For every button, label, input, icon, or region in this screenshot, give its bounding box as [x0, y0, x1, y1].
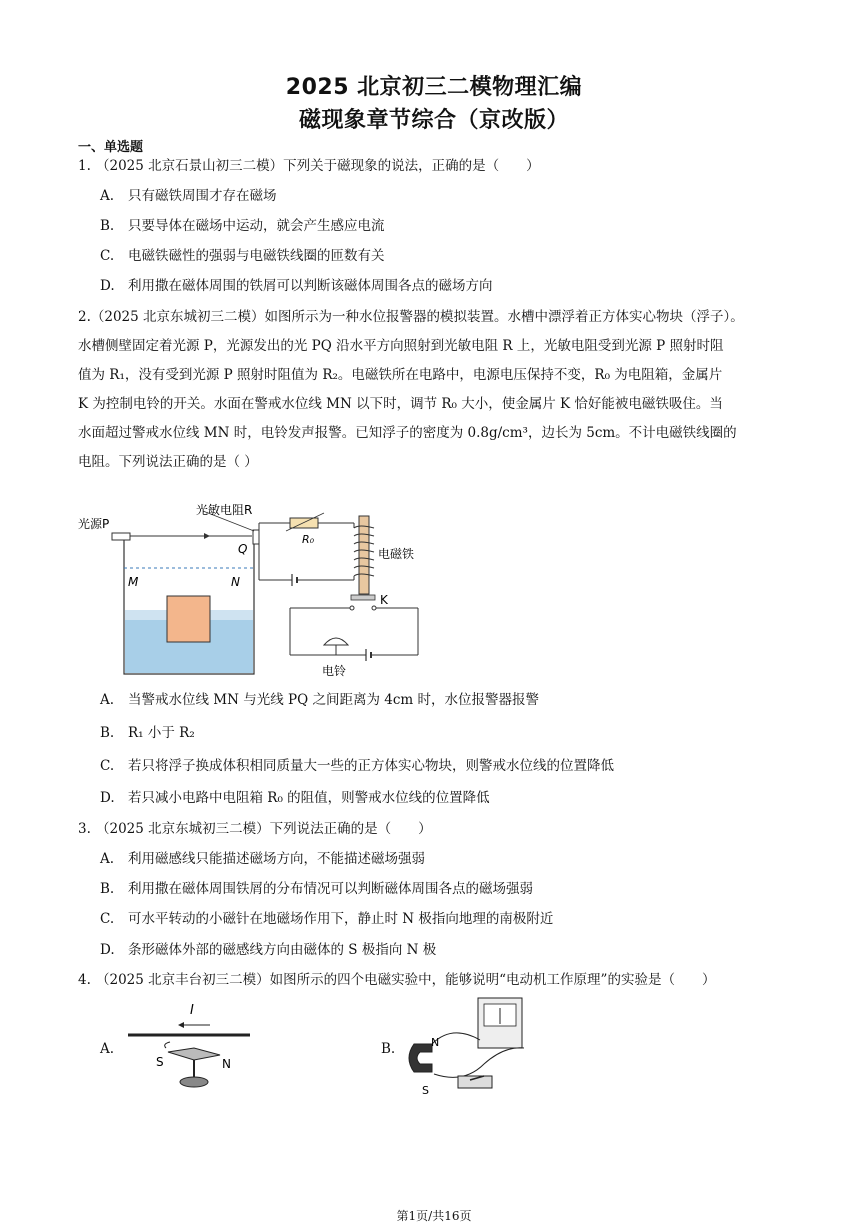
question-stem: （2025 北京丰台初三二模）如图所示的四个电磁实验中，能够说明“电动机工作原理”的实验是（ ） [96, 972, 716, 988]
resistor-box-icon [290, 518, 318, 528]
q3-option-b: B. 利用撒在磁体周围铁屑的分布情况可以判断磁体周围各点的磁场强弱 [100, 881, 533, 897]
page-title: 2025 北京初三二模物理汇编 [285, 75, 583, 100]
q1-option-b: B. 只要导体在磁场中运动，就会产生感应电流 [100, 218, 385, 234]
q2-option-b: B. R₁ 小于 R₂ [100, 725, 195, 741]
page-footer: 第1页/共16页 [396, 1209, 472, 1223]
light-source-icon [112, 533, 130, 540]
label-light-source: 光源P [78, 517, 110, 531]
induction-experiment-figure [400, 996, 535, 1100]
metal-plate-k [351, 595, 375, 600]
question-stem: （2025 北京东城初三二模）下列说法正确的是（ ） [96, 821, 432, 837]
label-r0: R₀ [302, 533, 315, 546]
label-n: N [222, 1057, 231, 1071]
compass-needle-icon [168, 1048, 220, 1060]
question-stem: （2025 北京石景山初三二模）下列关于磁现象的说法，正确的是（ ） [96, 158, 540, 174]
q1-option-c: C. 电磁铁磁性的强弱与电磁铁线圈的匝数有关 [100, 248, 385, 264]
electromagnet-icon [359, 516, 369, 594]
photoresistor-icon [253, 530, 259, 544]
q4-option-b-label: B. [381, 1041, 396, 1057]
water-alarm-diagram [78, 498, 428, 680]
q2-option-d: D. 若只减小电路中电阻箱 R₀ 的阻值，则警戒水位线的位置降低 [100, 790, 490, 806]
q2-option-c: C. 若只将浮子换成体积相同质量大一些的正方体实心物块，则警戒水位线的位置降低 [100, 758, 614, 774]
q1-option-d: D. 利用撒在磁体周围的铁屑可以判断该磁体周围各点的磁场方向 [100, 278, 493, 294]
question-2-text: 2.（2025 北京东城初三二模）如图所示为一种水位报警器的模拟装置。水槽中漂浮着正方体实心物块（浮子）。 水槽侧壁固定着光源 P，光源发出的光 PQ 沿水平方向照射到光敏电阻 R 上，光敏电阻受到光源 P 照射时阻 值为 R₁，没有受到光源 P 照射时阻值为 R₂。电磁铁所在电路中，电源电压保持不变，R₀ 为电阻箱，金属片 K 为控制电铃的开关。水面在警戒水位线 MN 以下时，调节 R₀ 大小，使金属片 K 恰好能被电磁铁吸住。当 水面超过警戒水位线 MN 时，电铃发声报警。已知浮子的密度为 0.8g/cm³，边长为 5cm。不计电磁铁线圈的 电阻。下列说法正确的是（ ） [78, 309, 744, 470]
page-subtitle: 磁现象章节综合（京改版） [298, 108, 569, 133]
oersted-experiment-figure [128, 1000, 258, 1095]
q2-option-a: A. 当警戒水位线 MN 与光线 PQ 之间距离为 4cm 时，水位报警器报警 [100, 692, 539, 708]
label-k: K [380, 593, 388, 607]
q4-option-a-label: A. [100, 1041, 115, 1057]
label-n: N [231, 575, 240, 589]
float-block [167, 596, 210, 642]
q3-option-c: C. 可水平转动的小磁针在地磁场作用下，静止时 N 极指向地理的南极附近 [100, 911, 554, 927]
question-3: 3. （2025 北京东城初三二模）下列说法正确的是（ ） [78, 821, 432, 837]
question-4: 4. （2025 北京丰台初三二模）如图所示的四个电磁实验中，能够说明“电动机工作原理”的实验是（ ） [78, 972, 716, 988]
question-number: 1. [78, 158, 91, 174]
section-heading: 一、单选题 [78, 140, 144, 155]
label-bell: 电铃 [322, 664, 347, 678]
label-m: M [128, 575, 139, 589]
label-s: S [156, 1055, 164, 1069]
label-current: I [190, 1003, 194, 1018]
label-s: S [422, 1084, 429, 1097]
horseshoe-magnet-icon [409, 1044, 432, 1072]
q3-option-d: D. 条形磁体外部的磁感线方向由磁体的 S 极指向 N 极 [100, 942, 437, 958]
label-q: Q [238, 542, 248, 556]
question-1 [78, 156, 540, 176]
q3-option-a: A. 利用磁感线只能描述磁场方向，不能描述磁场强弱 [100, 851, 425, 867]
q1-option-a: A. 只有磁铁周围才存在磁场 [100, 188, 277, 204]
label-electromagnet: 电磁铁 [378, 547, 415, 561]
label-n: N [431, 1036, 440, 1049]
label-photoresistor: 光敏电阻R [196, 503, 253, 517]
bell-icon [324, 638, 348, 645]
